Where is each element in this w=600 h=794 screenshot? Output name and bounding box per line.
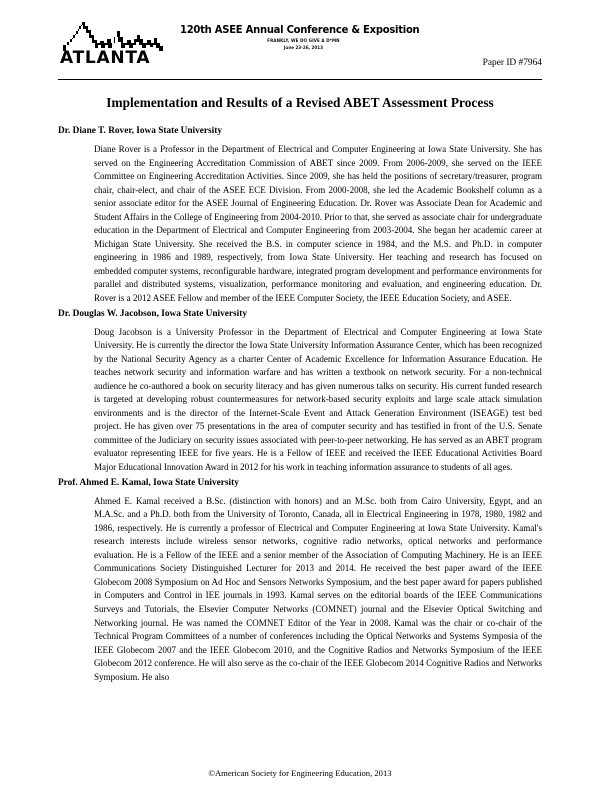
author-heading: Dr. Douglas W. Jacobson, Iowa State University	[58, 308, 247, 319]
conference-info	[170, 18, 427, 51]
author-block-0	[58, 125, 542, 306]
author-bio: Diane Rover is a Professor in the Department of Electrical and Computer Engineering at Iowa State University. She has served on the Engineering Accreditation Commission of ABET since 2009. From 2006-2009, she served on the IEEE Committee on Engineering Accreditation Activities. Since 2009, she has held the positions of secretary/treasurer, program chair, chair-elect, and chair of the ASEE ECE Division. From 2000-2008, she led the Academic Bookshelf column as a senior associate editor for the ASEE Journal of Engineering Education. Dr. Rover was Associate Dean for Academic and Student Affairs in the College of Engineering from 2004-2010. Prior to that, she served as associate chair for undergraduate education in the Department of Electrical and Computer Engineering from 2003-2004. She began her academic career at Michigan State University. She received the B.S. in computer science in 1984, and the M.S. and Ph.D. in computer engineering in 1986 and 1989, respectively, from Iowa State University. Her teaching and research has focused on embedded computer systems, reconfigurable hardware, integrated program development and performance environments for parallel and distributed systems, visualization, performance monitoring and evaluation, and engineering education. Dr. Rover is a 2012 ASEE Fellow and member of the IEEE Computer Society, the IEEE Education Society, and ASEE.	[94, 144, 542, 304]
author-block-2	[58, 477, 542, 685]
conference-tagline: FRANKLY, WE DO GIVE A D*MN	[267, 38, 340, 43]
page-footer	[0, 768, 600, 778]
atlanta-skyline-icon	[58, 20, 170, 64]
author-bio: Doug Jacobson is a University Professor in the Department of Electrical and Computer Engineering at Iowa State University. He is currently the director the Iowa State University Information Assurance Center, which has been recognized by the National Security Agency as a charter Center of Academic Excellence for Information Assurance Education. He teaches network security and information warfare and has written a textbook on network security. For a non-technical audience he co-authored a book on security literacy and has given numerous talks on security. His current funded research is targeted at developing robust countermeasures for network-based security exploits and large scale attack simulation environments and is the director of the Internet-Scale Event and Attack Generation Environment (ISEAGE) test bed project. He has given over 75 presentations in the area of computer security and has testified in front of the U.S. Senate committee of the Judiciary on security issues associated with peer-to-peer networking. He has served as an ABET program evaluator representing IEEE for five years. He is a Fellow of IEEE and received the IEEE Educational Activities Board Major Educational Innovation Award in 2012 for his work in teaching information assurance to students of all ages.	[94, 326, 542, 473]
author-block-1	[58, 308, 542, 475]
copyright-icon: ©	[208, 768, 215, 778]
svg-text:ATLANTA: ATLANTA	[60, 48, 151, 64]
page-content	[58, 80, 542, 684]
author-heading: Prof. Ahmed E. Kamal, Iowa State University	[58, 477, 239, 488]
author-bio: Ahmed E. Kamal received a B.Sc. (distinction with honors) and an M.Sc. both from Cairo University, Egypt, and an M.A.Sc. and a Ph.D. both from the University of Toronto, Canada, all in Electrical Engineering in 1978, 1980, 1982 and 1986, respectively. He is currently a professor of Electrical and Computer Engineering at Iowa State University. Kamal's research interests include wireless sensor networks, cognitive radio networks, optical networks and performance evaluation. He is a Fellow of the IEEE and a senior member of the Association of Computing Machinery. He is an IEEE Communications Society Distinguished Lecturer for 2013 and 2014. He received the best paper award of the IEEE Globecom 2008 Symposium on Ad Hoc and Sensors Networks Symposium, and the best paper award for papers published in Computers and Control in IEE journals in 1993. Kamal serves on the editorial boards of the IEEE Communications Surveys and Tutorials, the Elsevier Computer Networks (COMNET) journal and the Elsevier Optical Switching and Networking journal. He was named the COMNET Editor of the Year in 2008. Kamal was the chair or co-chair of the Technical Program Committees of a number of conferences including the Optical Networks and Systems Symposia of the IEEE Globecom 2007 and the IEEE Globecom 2010, and the Cognitive Radios and Networks Symposium of the IEEE Globecom 2012 conference. He will also serve as the co-chair of the IEEE Globecom 2014 Cognitive Radios and Networks Symposium. He also	[94, 495, 542, 682]
paper-id: Paper ID #7964	[482, 58, 542, 68]
author-heading: Dr. Diane T. Rover, Iowa State University	[58, 126, 222, 136]
conference-dates: June 23-26, 2013	[283, 45, 323, 50]
conference-title: 120th ASEE Annual Conference & Exposition	[180, 24, 420, 36]
copyright-text: American Society for Engineering Education, 2013	[214, 768, 392, 778]
paper-cover-page	[0, 18, 600, 794]
page-header	[58, 18, 542, 76]
page-title: Implementation and Results of a Revised ABET Assessment Process	[106, 95, 494, 110]
atlanta-logo	[58, 18, 170, 64]
